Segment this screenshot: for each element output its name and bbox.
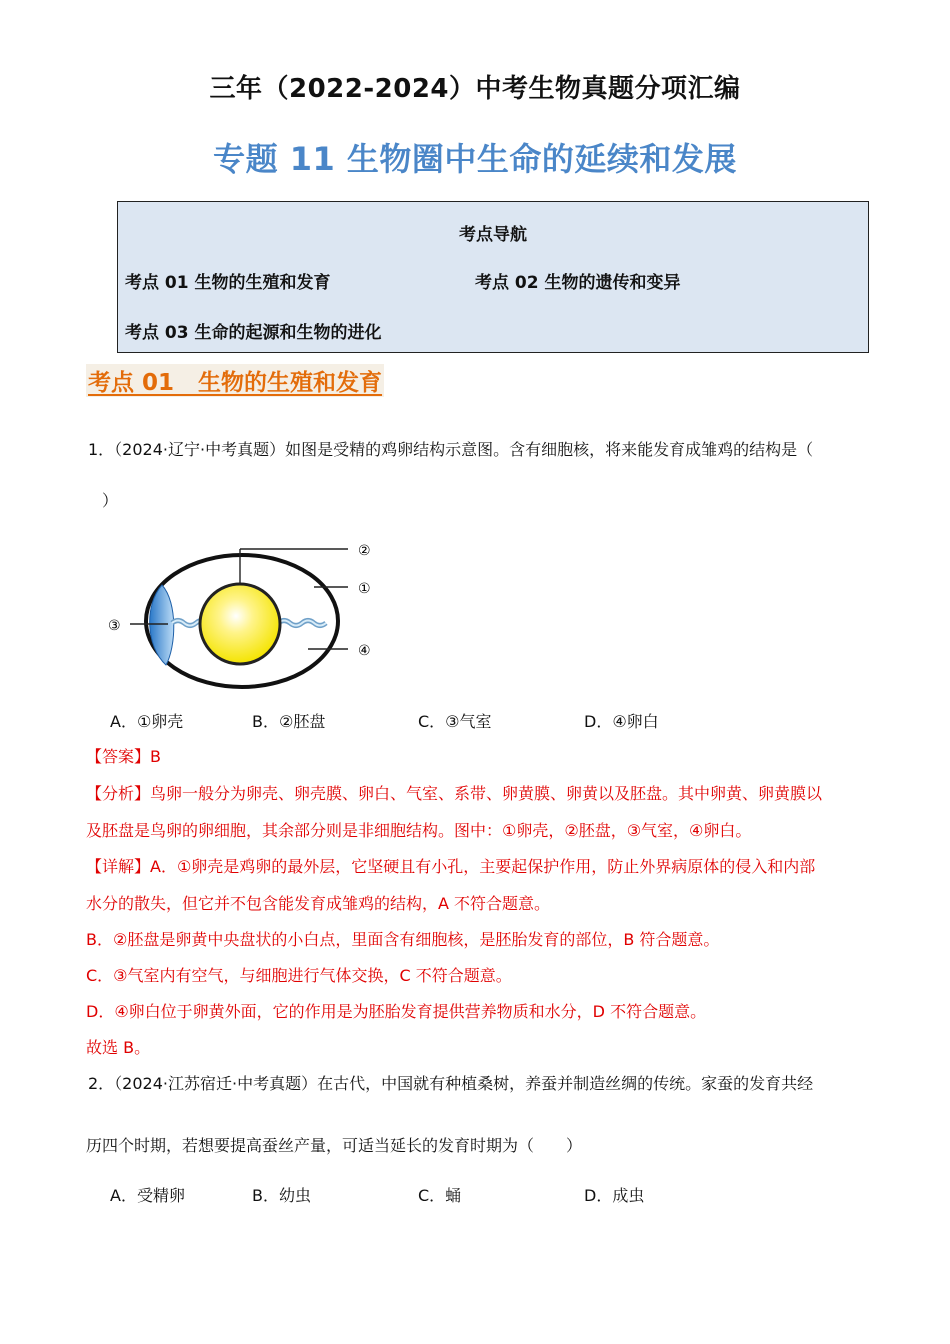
nav-item-topic-03[interactable]: 考点 03 生命的起源和生物的进化 bbox=[125, 323, 382, 343]
question-1-analysis-line1: 【分析】鸟卵一般分为卵壳、卵壳膜、卵白、气室、系带、卵黄膜、卵黄以及胚盘。其中卵黄、卵黄膜以 bbox=[86, 784, 823, 803]
page-subtitle: 专题 11 生物圈中生命的延续和发展 bbox=[213, 140, 737, 178]
question-2-option-d[interactable]: D．成虫 bbox=[584, 1186, 645, 1205]
question-2-stem-line1: 2．（2024·江苏宿迁·中考真题）在古代，中国就有种植桑树，养蚕并制造丝绸的传统。家蚕的发育共经 bbox=[88, 1074, 814, 1093]
question-1-detail-line3: B．②胚盘是卵黄中央盘状的小白点，里面含有细胞核，是胚胎发育的部位，B 符合题意。 bbox=[86, 930, 720, 949]
question-1-stem-line2: ） bbox=[102, 491, 119, 510]
question-2-stem-line2: 历四个时期，若想要提高蚕丝产量，可适当延长的发育时期为（ ） bbox=[86, 1136, 583, 1155]
nav-item-topic-02[interactable]: 考点 02 生物的遗传和变异 bbox=[475, 273, 681, 293]
egg-diagram bbox=[130, 549, 348, 687]
question-1-option-a[interactable]: A．①卵壳 bbox=[110, 712, 184, 731]
question-1-stem-line1: 1．（2024·辽宁·中考真题）如图是受精的鸡卵结构示意图。含有细胞核，将来能发育成雏鸡的结构是（ bbox=[88, 440, 814, 459]
egg-structure-figure bbox=[100, 535, 390, 695]
question-1-option-b[interactable]: B．②胚盘 bbox=[252, 712, 326, 731]
question-1-analysis-line2: 及胚盘是鸟卵的卵细胞，其余部分则是非细胞结构。图中：①卵壳，②胚盘，③气室，④卵白。 bbox=[86, 821, 752, 840]
figure-label-4: ④ bbox=[358, 643, 371, 659]
section-heading-topic-01: 考点 01 生物的生殖和发育 bbox=[86, 364, 384, 397]
figure-label-3: ③ bbox=[108, 618, 121, 634]
question-2-option-a[interactable]: A．受精卵 bbox=[110, 1186, 185, 1205]
question-1-conclusion: 故选 B。 bbox=[86, 1038, 151, 1057]
question-1-answer: 【答案】B bbox=[86, 747, 161, 766]
question-1-option-c[interactable]: C．③气室 bbox=[418, 712, 492, 731]
question-1-option-d[interactable]: D．④卵白 bbox=[584, 712, 659, 731]
question-1-detail-line1: 【详解】A．①卵壳是鸡卵的最外层，它坚硬且有小孔，主要起保护作用，防止外界病原体的侵入和内部 bbox=[86, 857, 816, 876]
page-title: 三年（2022-2024）中考生物真题分项汇编 bbox=[209, 74, 741, 104]
nav-item-topic-01[interactable]: 考点 01 生物的生殖和发育 bbox=[125, 273, 331, 293]
nav-heading: 考点导航 bbox=[459, 225, 527, 245]
figure-label-2: ② bbox=[358, 543, 371, 559]
question-2-option-c[interactable]: C．蛹 bbox=[418, 1186, 462, 1205]
figure-label-1: ① bbox=[358, 581, 371, 597]
question-1-detail-line2: 水分的散失，但它并不包含能发育成雏鸡的结构，A 不符合题意。 bbox=[86, 894, 551, 913]
question-1-detail-line4: C．③气室内有空气，与细胞进行气体交换，C 不符合题意。 bbox=[86, 966, 512, 985]
question-1-detail-line5: D．④卵白位于卵黄外面，它的作用是为胚胎发育提供营养物质和水分，D 不符合题意。 bbox=[86, 1002, 707, 1021]
question-2-option-b[interactable]: B．幼虫 bbox=[252, 1186, 311, 1205]
topic-navigation-box bbox=[117, 201, 869, 353]
